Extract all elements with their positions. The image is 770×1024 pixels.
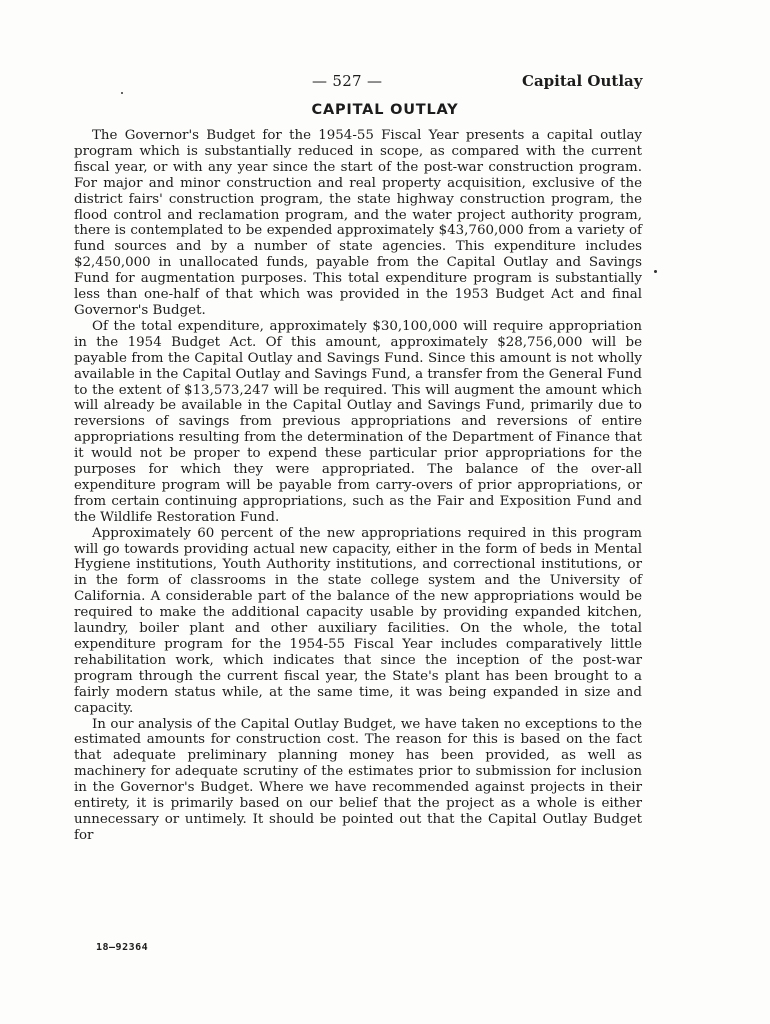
page-number: — 527 —: [312, 72, 383, 90]
body-text: [74, 128, 642, 844]
paragraph-2: Of the total expenditure, approximately $30,100,000 will require appropriation in the 1954 Budget Act. Of this amount, approximately $28,756,000 will be payable from the Capital Outlay and Savings Fund. Since this amount is not wholly available in the Capital Outlay and Savings Fund, a transfer from the General Fund to the extent of $13,573,247 will be required. This will augment the amount which will already be available in the Capital Outlay and Savings Fund, primarily due to reversions of savings from previous appropriations and reversions of entire appropriations resulting from the determination of the Department of Finance that it would not be proper to expend these particular prior appropriations for the purposes for which they were appropriated. The balance of the over-all expenditure program will be payable from carry-overs of prior appropriations, or from certain continuing appropriations, such as the Fair and Exposition Fund and the Wildlife Restoration Fund.: [74, 318, 642, 525]
paragraph-4: In our analysis of the Capital Outlay Budget, we have taken no exceptions to the estimated amounts for construction cost. The reason for this is based on the fact that adequate preliminary planning money has been provided, as well as machinery for adequate scrutiny of the estimates prior to submission for inclusion in the Governor's Budget. Where we have recommended against projects in their entirety, it is primarily based on our belief that the project as a whole is either unnecessary or untimely. It should be pointed out that the Capital Outlay Budget for: [74, 716, 642, 843]
paragraph-3: Approximately 60 percent of the new appropriations required in this program will go towards providing actual new capacity, either in the form of beds in Mental Hygiene institutions, Youth Authority institutions, and correctional institutions, or in the form of classrooms in the state college system and the University of California. A considerable part of the balance of the new appropriations would be required to make the additional capacity usable by providing expanded kitchen, laundry, boiler plant and other auxiliary facilities. On the whole, the total expenditure program for the 1954-55 Fiscal Year includes comparatively little rehabilitation work, which indicates that since the inception of the post-war program through the current fiscal year, the State's plant has been brought to a fairly modern status while, at the same time, it was being expanded in size and capacity.: [74, 525, 642, 716]
paragraph-1: The Governor's Budget for the 1954-55 Fiscal Year presents a capital outlay program which is substantially reduced in scope, as compared with the current fiscal year, or with any year since the start of the post-war construction program. For major and minor construction and real property acquisition, exclusive of the district fairs' construction program, the state highway construction program, the flood control and reclamation program, and the water project authority program, there is contemplated to be expended approximately $43,760,000 from a variety of fund sources and by a number of state agencies. This expenditure includes $2,450,000 in unallocated funds, payable from the Capital Outlay and Savings Fund for augmentation purposes. This total expenditure program is substantially less than one-half of that which was provided in the 1953 Budget Act and final Governor's Budget.: [74, 128, 642, 318]
page-header: [0, 72, 770, 94]
running-head: Capital Outlay: [522, 72, 643, 90]
scan-speck: [654, 270, 657, 273]
scan-speck: [121, 92, 123, 94]
section-title: CAPITAL OUTLAY: [311, 102, 459, 118]
printer-code: 18—92364: [96, 942, 149, 953]
